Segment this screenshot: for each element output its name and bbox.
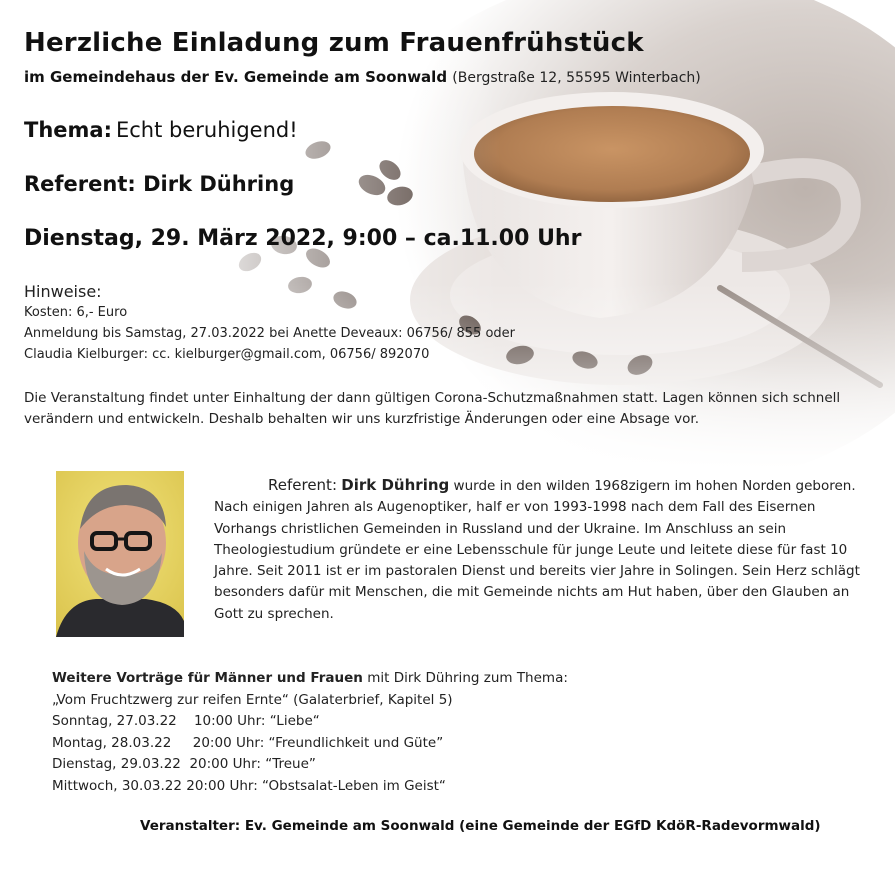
talk-item: Montag, 28.03.22 20:00 Uhr: “Freundlichkeit und Güte” — [52, 734, 444, 751]
talks-series: „Vom Fruchtzwerg zur reifen Ernte“ (Galaterbrief, Kapitel 5) — [52, 691, 453, 708]
corona-notice: Die Veranstaltung findet unter Einhaltung der dann gültigen Corona-Schutzmaßnahmen statt. Lagen können sich schnell verändern und entwickeln. Deshalb behalten wir uns kurzfristige Änderungen oder eine Absage vor. — [24, 390, 841, 427]
bio-name: Dirk Dühring — [341, 476, 450, 494]
theme-value: Echt beruhigend! — [115, 118, 298, 142]
talk-item: Dienstag, 29.03.22 20:00 Uhr: “Treue” — [52, 756, 316, 772]
speaker-line: Referent: Dirk Dühring — [24, 172, 295, 196]
theme-label: Thema: — [24, 118, 112, 142]
venue-name: im Gemeindehaus der Ev. Gemeinde am Soonwald — [24, 68, 448, 86]
bio-label: Referent: — [268, 476, 337, 494]
talks-heading-bold: Weitere Vorträge für Männer und Frauen — [52, 670, 363, 686]
note-cost: Kosten: 6,- Euro — [24, 305, 128, 320]
speaker-portrait — [56, 471, 184, 637]
page-title: Herzliche Einladung zum Frauenfrühstück — [24, 28, 644, 58]
talk-item: Sonntag, 27.03.22 10:00 Uhr: “Liebe“ — [52, 713, 320, 729]
talks-section — [52, 668, 568, 797]
bio-text: wurde in den wilden 1968zigern im hohen Norden geboren. Nach einigen Jahren als Augenoptiker, half er von 1993-1998 nach dem Fall des Eisernen Vorhangs christlichen Gemeinden in Russland und der Ukraine. Im Anschluss an sein Theologiestudium gründete er eine Lebensschule für junge Leute und leitete diese für fast 10 Jahre. Seit 2011 ist er im pastoralen Dienst und bereits vier Jahre in Solingen. Sein Herz schlägt besonders dafür mit Menschen, die mit Gemeinde nichts am Hut haben, über den Glauben an Gott zu sprechen. — [214, 478, 860, 622]
talks-heading-rest: mit Dirk Dühring zum Thema: — [362, 670, 568, 686]
talks-heading — [52, 668, 568, 690]
venue-address: (Bergstraße 12, 55595 Winterbach) — [452, 70, 701, 86]
note-contact: Claudia Kielburger: cc. kielburger@gmail.com, 06756/ 892070 — [24, 347, 430, 362]
speaker-bio — [214, 475, 874, 625]
note-registration: Anmeldung bis Samstag, 27.03.2022 bei Anette Deveaux: 06756/ 855 oder — [24, 326, 516, 341]
organizer-line: Veranstalter: Ev. Gemeinde am Soonwald (eine Gemeinde der EGfD KdöR-Radevormwald) — [140, 818, 821, 834]
theme-line — [24, 118, 298, 142]
venue-line — [24, 68, 701, 86]
talk-item: Mittwoch, 30.03.22 20:00 Uhr: “Obstsalat-Leben im Geist“ — [52, 777, 446, 794]
event-datetime: Dienstag, 29. März 2022, 9:00 – ca.11.00 Uhr — [24, 226, 582, 251]
notes-heading: Hinweise: — [24, 282, 102, 301]
